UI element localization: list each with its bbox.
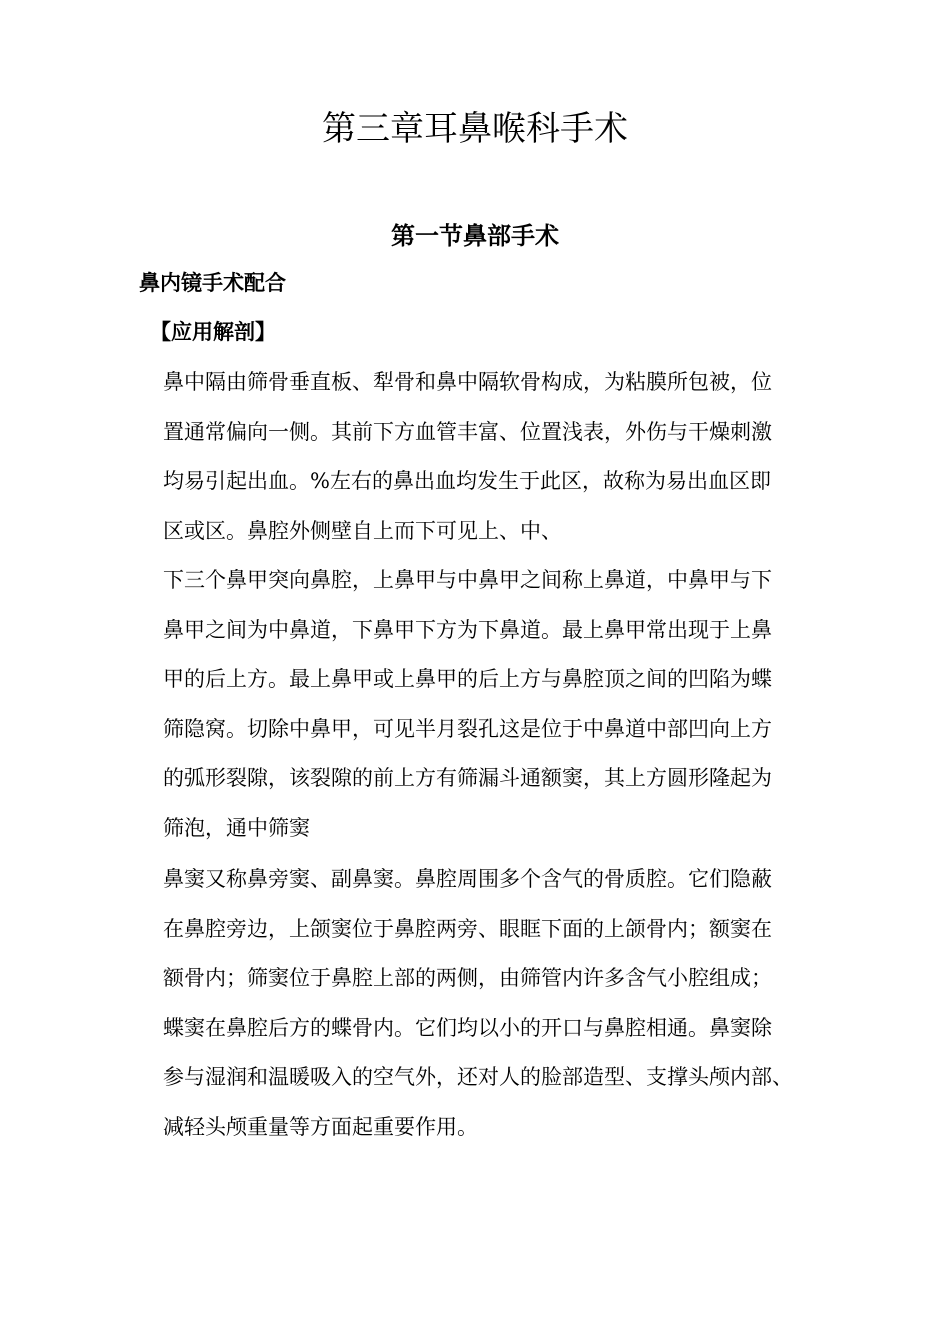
text-line: 额骨内；筛窦位于鼻腔上部的两侧，由筛管内许多含气小腔组成； [163, 966, 772, 990]
text-line: 下三个鼻甲突向鼻腔，上鼻甲与中鼻甲之间称上鼻道，中鼻甲与下 [163, 568, 772, 592]
chapter-title: 第三章耳鼻喉科手术 [322, 109, 628, 149]
text-line: 均易引起出血。%左右的鼻出血均发生于此区，故称为易出血区即 [163, 469, 771, 493]
paragraph-paranasal-sinuses [163, 855, 843, 1152]
text-line: 鼻中隔由筛骨垂直板、犁骨和鼻中隔软骨构成，为粘膜所包被，位 [163, 370, 772, 394]
section-title: 第一节鼻部手术 [391, 222, 559, 250]
text-line: 的弧形裂隙，该裂隙的前上方有筛漏斗通额窦，其上方圆形隆起为 [163, 766, 772, 790]
text-line: 区或区。鼻腔外侧壁自上而下可见上、中、 [163, 518, 562, 543]
sub-heading: 【应用解剖】 [150, 320, 276, 344]
text-line: 筛泡，通中筛窦 [163, 815, 310, 840]
text-line: 鼻窦又称鼻旁窦、副鼻窦。鼻腔周围多个含气的骨质腔。它们隐蔽 [163, 867, 772, 891]
text-line: 在鼻腔旁边，上颌窦位于鼻腔两旁、眼眶下面的上颌骨内；额窦在 [163, 916, 772, 941]
text-line: 减轻头颅重量等方面起重要作用。 [163, 1114, 478, 1139]
text-line: 筛隐窝。切除中鼻甲，可见半月裂孔这是位于中鼻道中部凹向上方 [163, 716, 772, 741]
text-line: 置通常偏向一侧。其前下方血管丰富、位置浅表，外伤与干燥刺激 [163, 419, 772, 444]
text-line: 参与湿润和温暖吸入的空气外，还对人的脸部造型、支撑头颅内部、 [163, 1065, 793, 1089]
text-line: 甲的后上方。最上鼻甲或上鼻甲的后上方与鼻腔顶之间的凹陷为蝶 [163, 667, 772, 691]
text-line: 蝶窦在鼻腔后方的蝶骨内。它们均以小的开口与鼻腔相通。鼻窦除 [163, 1015, 772, 1040]
text-line: 鼻甲之间为中鼻道，下鼻甲下方为下鼻道。最上鼻甲常出现于上鼻 [163, 617, 772, 642]
paragraph-nasal-septum [163, 358, 843, 556]
topic-title: 鼻内镜手术配合 [139, 271, 286, 295]
paragraph-nasal-turbinates [163, 556, 843, 853]
